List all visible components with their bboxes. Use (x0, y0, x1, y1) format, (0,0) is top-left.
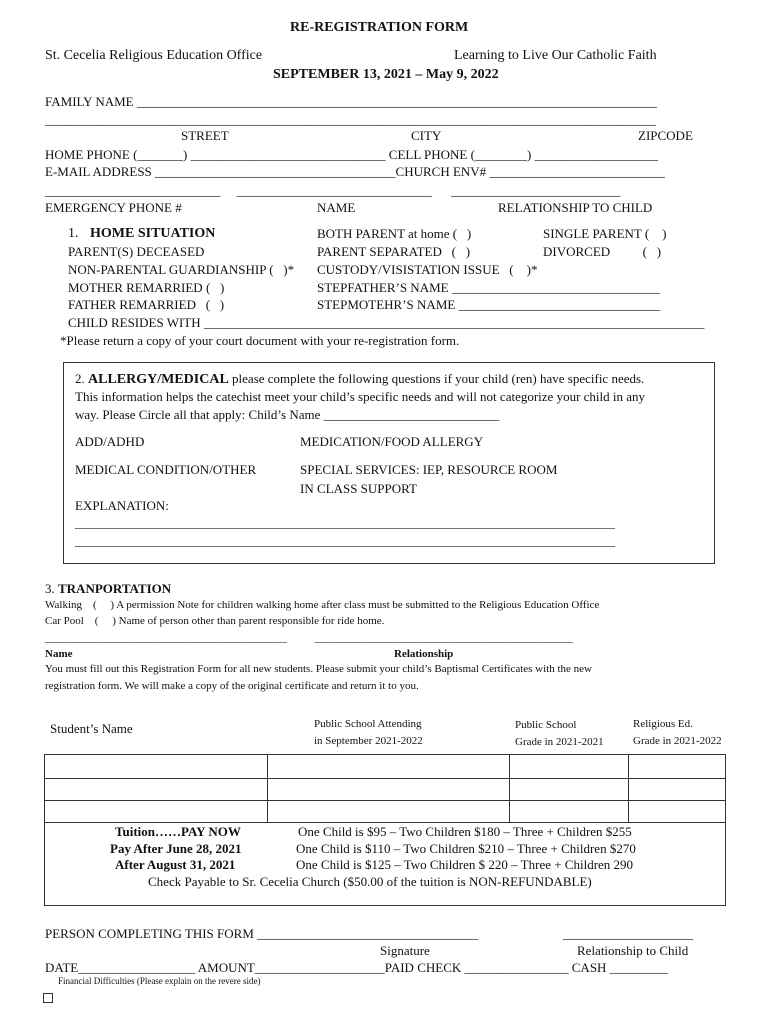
allergy-intro: please complete the following questions if your child (ren) have specific needs. (228, 371, 645, 386)
ride-person-lines[interactable]: ____________________________________________ _______________________________________________ (45, 632, 573, 644)
email-field[interactable]: E-MAIL ADDRESS _____________________________________CHURCH ENV# ___________________________ (45, 164, 665, 179)
explanation-label: EXPLANATION: (75, 498, 169, 513)
home-section-heading: HOME SITUATION (90, 226, 216, 241)
motto: Learning to Live Our Catholic Faith (454, 48, 657, 63)
family-name-field[interactable]: FAMILY NAME ________________________________________________________________________________ (45, 94, 657, 109)
table-row-divider (44, 822, 725, 823)
address-line[interactable]: ______________________________________________________________________________________________ (45, 112, 656, 127)
option-mother-remarried[interactable]: MOTHER REMARRIED ( ) (68, 280, 225, 295)
ride-name-label: Name (45, 648, 73, 660)
stepfather-field[interactable]: STEPFATHER’S NAME ________________________________ (317, 280, 660, 295)
form-title: RE-REGISTRATION FORM (290, 20, 469, 35)
tuition-after-june: Pay After June 28, 2021 (110, 841, 242, 856)
allergy-section-number: 2. (75, 371, 85, 386)
option-divorced[interactable]: DIVORCED ( ) (543, 244, 662, 259)
explanation-line-1[interactable]: __________________________________________________________________________________________ (75, 516, 615, 530)
option-both-parent[interactable]: BOTH PARENT at home ( ) (317, 226, 472, 241)
signature-label: Signature (380, 943, 430, 958)
court-document-note: *Please return a copy of your court document with your re-registration form. (60, 333, 460, 348)
city-label: CITY (411, 128, 442, 143)
emergency-phone-label: EMERGENCY PHONE # (45, 200, 182, 215)
emergency-line[interactable]: ___________________________ ______________________________ __________________________ (45, 183, 621, 198)
registration-note-1: You must fill out this Registration Form for all new students. Please submit your child’s Baptismal Certificates with the new (45, 663, 592, 675)
table-col-divider (267, 754, 268, 822)
allergy-section-heading: ALLERGY/MEDICAL (88, 372, 229, 387)
home-phone-field[interactable]: HOME PHONE (_______) ______________________________ CELL PHONE (________) ___________________ (45, 147, 659, 162)
explanation-line-2[interactable]: __________________________________________________________________________________________ (75, 534, 615, 548)
check-payable-note: Check Payable to Sr. Cecelia Church ($50.00 of the tuition is NON-REFUNDABLE) (148, 874, 592, 889)
table-row-divider (44, 778, 725, 779)
payment-fields[interactable]: DATE__________________ AMOUNT____________________PAID CHECK ________________ CASH _________ (45, 960, 669, 975)
street-label: STREET (181, 128, 229, 143)
col-public-grade-2: Grade in 2021-2021 (515, 736, 604, 748)
ride-relationship-label: Relationship (394, 648, 454, 660)
option-separated[interactable]: PARENT SEPARATED ( ) (317, 244, 471, 259)
option-single-parent[interactable]: SINGLE PARENT ( ) (543, 226, 667, 241)
relationship-to-child-line[interactable]: ____________________ (563, 926, 693, 941)
transport-heading-line (45, 582, 171, 595)
office-name: St. Cecelia Religious Education Office (45, 48, 263, 63)
option-parents-deceased[interactable]: PARENT(S) DECEASED (68, 244, 205, 259)
option-custody[interactable]: CUSTODY/VISISTATION ISSUE ( )* (317, 262, 538, 277)
stepmother-field[interactable]: STEPMOTEHR’S NAME _______________________________ (317, 297, 661, 312)
financial-difficulties-note: Financial Difficulties (Please explain on the revere side) (58, 976, 261, 986)
col-student-name: Student’s Name (50, 721, 133, 736)
home-section-number: 1. (68, 226, 79, 241)
registration-note-2: registration form. We will make a copy of the original certificate and return it to you. (45, 680, 419, 692)
table-col-divider (509, 754, 510, 822)
tuition-rate-2: One Child is $110 – Two Children $210 – Three + Children $270 (296, 841, 636, 856)
emergency-name-label: NAME (317, 200, 356, 215)
option-medication-food-allergy[interactable]: MEDICATION/FOOD ALLERGY (300, 434, 484, 449)
emergency-relationship-label: RELATIONSHIP TO CHILD (498, 200, 653, 215)
option-special-services[interactable]: SPECIAL SERVICES: IEP, RESOURCE ROOM (300, 462, 558, 477)
session-dates: SEPTEMBER 13, 2021 – May 9, 2022 (273, 67, 499, 82)
option-father-remarried[interactable]: FATHER REMARRIED ( ) (68, 297, 225, 312)
col-public-school-2: in September 2021-2022 (314, 735, 423, 747)
option-guardianship[interactable]: NON-PARENTAL GUARDIANSHIP ( )* (68, 262, 295, 277)
col-religious-grade-2: Grade in 2021-2022 (633, 735, 722, 747)
financial-difficulties-checkbox[interactable] (43, 993, 53, 1003)
tuition-pay-now: Tuition……PAY NOW (115, 824, 241, 839)
carpool-option[interactable]: Car Pool ( ) Name of person other than parent responsible for ride home. (45, 615, 385, 627)
child-name-field[interactable]: way. Please Circle all that apply: Child’s Name ___________________________ (75, 407, 500, 422)
transport-section-number: 3. (45, 581, 55, 596)
tuition-rate-1: One Child is $95 – Two Children $180 – Three + Children $255 (298, 824, 632, 839)
col-public-school-1: Public School Attending (314, 718, 422, 730)
col-religious-grade-1: Religious Ed. (633, 718, 693, 730)
zip-label: ZIPCODE (638, 128, 693, 143)
allergy-heading-line (75, 372, 644, 387)
tuition-rate-3: One Child is $125 – Two Children $ 220 – Three + Children 290 (296, 857, 634, 872)
tuition-after-august: After August 31, 2021 (115, 857, 236, 872)
option-add-adhd[interactable]: ADD/ADHD (75, 434, 145, 449)
walking-option[interactable]: Walking ( ) A permission Note for children walking home after class must be submitted to the Religious Education Office (45, 599, 600, 611)
table-row-divider (44, 800, 725, 801)
option-in-class-support[interactable]: IN CLASS SUPPORT (300, 481, 417, 496)
transport-section-heading: TRANPORTATION (58, 581, 172, 596)
table-col-divider (628, 754, 629, 822)
option-medical-condition[interactable]: MEDICAL CONDITION/OTHER (75, 462, 257, 477)
col-public-grade-1: Public School (515, 719, 577, 731)
allergy-info-text: This information helps the catechist meet your child’s specific needs and will not categorize your child in any (75, 389, 646, 404)
person-completing-field[interactable]: PERSON COMPLETING THIS FORM __________________________________ (45, 926, 479, 941)
relationship-to-child-label: Relationship to Child (577, 943, 689, 958)
child-resides-field[interactable]: CHILD RESIDES WITH _____________________________________________________________________________ (68, 315, 705, 330)
